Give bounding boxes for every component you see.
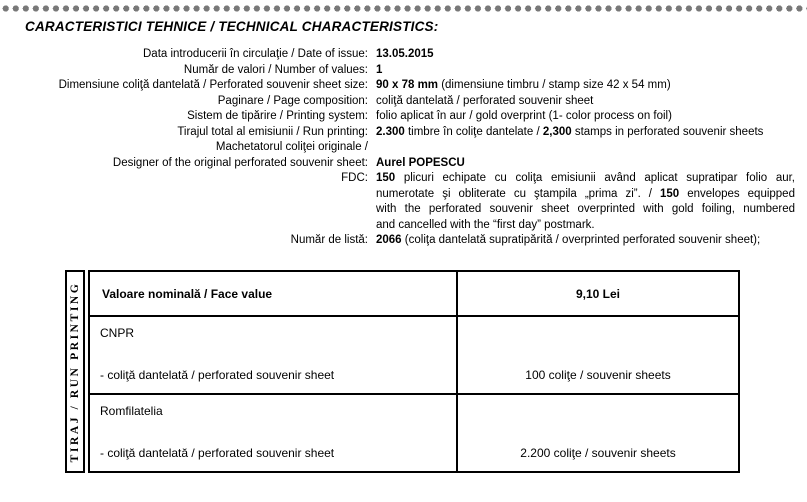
detail-label: Număr de valori / Number of values: [183, 63, 368, 76]
item-description: - coliţă dantelată / perforated souvenir sheet [100, 446, 335, 460]
detail-label: Dimensiune coliţă dantelată / Perforated souvenir sheet size: [58, 79, 368, 91]
organization-name: CNPR [100, 326, 135, 340]
detail-value: 13.05.2015 [376, 48, 434, 60]
detail-row-number-of-values [0, 63, 795, 79]
detail-value-bold: 2.300 [376, 125, 405, 138]
detail-row-designer-en [0, 156, 795, 172]
detail-label: Machetatorul coliţei originale / [215, 141, 368, 153]
organization-name: Romfilatelia [100, 404, 163, 418]
detail-value-bold: 90 x 78 mm [376, 79, 439, 91]
cnpr-label-cell [90, 317, 458, 393]
detail-value: stamps in perforated souvenir sheets [571, 125, 764, 138]
detail-row-run-printing [0, 125, 795, 141]
face-value-amount-cell: 9,10 Lei [575, 286, 621, 301]
detail-label: Paginare / Page composition: [217, 94, 368, 107]
detail-value-bold: 2066 [376, 234, 402, 246]
detail-value-note: (dimensiune timbru / stamp size 42 x 54 mm) [438, 79, 671, 91]
detail-value-bold: Aurel POPESCU [376, 156, 465, 169]
table-content [88, 270, 740, 473]
detail-label: FDC: [341, 172, 368, 184]
detail-row-date-of-issue [0, 47, 795, 63]
table-vertical-header-cell [65, 270, 85, 473]
detail-row-list-number [0, 233, 795, 249]
detail-value: coliţă dantelată / perforated souvenir sheet [376, 94, 594, 107]
detail-value: timbre în coliţe dantelate / [404, 125, 543, 138]
technical-details-list [0, 47, 795, 249]
detail-row-designer-ro [0, 140, 795, 156]
run-printing-table [65, 270, 740, 473]
detail-value: 1 [376, 63, 383, 76]
fdc-description [376, 171, 795, 233]
detail-row-sheet-size [0, 78, 795, 94]
fdc-line-2: numerotate şi obliterate cu ştampila „prima zi”. / 150 envelopes equipped [376, 187, 795, 200]
detail-row-fdc [0, 171, 795, 233]
table-vertical-header-label: TIRAJ / RUN PRINTING [69, 281, 81, 462]
detail-label: Tirajul total al emisiunii / Run printing: [177, 125, 368, 138]
quantity-value: 100 coliţe / souvenir sheets [525, 368, 671, 382]
table-row-face-value [90, 272, 738, 317]
detail-value-note: (coliţa dantelată supratipărită / overprinted perforated souvenir sheet); [401, 234, 761, 246]
perforation-dots-row [1, 4, 807, 13]
detail-label: Data introducerii în circulaţie / Date of issue: [143, 48, 368, 60]
detail-value-bold: 2,300 [542, 125, 572, 138]
quantity-value: 2.200 coliţe / souvenir sheets [520, 446, 676, 460]
detail-label: Designer of the original perforated souvenir sheet: [112, 156, 368, 169]
romfilatelia-quantity-cell [458, 395, 738, 471]
fdc-line-4: and cancelled with the “first day” postmark. [376, 218, 595, 231]
item-description: - coliţă dantelată / perforated souvenir sheet [100, 368, 335, 382]
face-value-label-cell: Valoare nominală / Face value [90, 272, 458, 315]
detail-label: Sistem de tipărire / Printing system: [187, 110, 368, 122]
detail-label: Număr de listă: [290, 234, 368, 246]
detail-value: folio aplicat în aur / gold overprint (1- color process on foil) [376, 110, 672, 122]
table-row-cnpr [90, 317, 738, 395]
cnpr-quantity-cell [458, 317, 738, 393]
detail-row-printing-system [0, 109, 795, 125]
page-title: CARACTERISTICI TEHNICE / TECHNICAL CHARACTERISTICS: [25, 19, 439, 34]
romfilatelia-label-cell [90, 395, 458, 471]
table-row-romfilatelia [90, 395, 738, 471]
fdc-line-1: 150 plicuri echipate cu coliţa emisiunii având aplicat supratipar folio aur, [376, 172, 795, 184]
fdc-line-3: with the perforated souvenir sheet overprinted with gold foiling, numbered [376, 203, 795, 215]
detail-row-page-composition [0, 94, 795, 110]
